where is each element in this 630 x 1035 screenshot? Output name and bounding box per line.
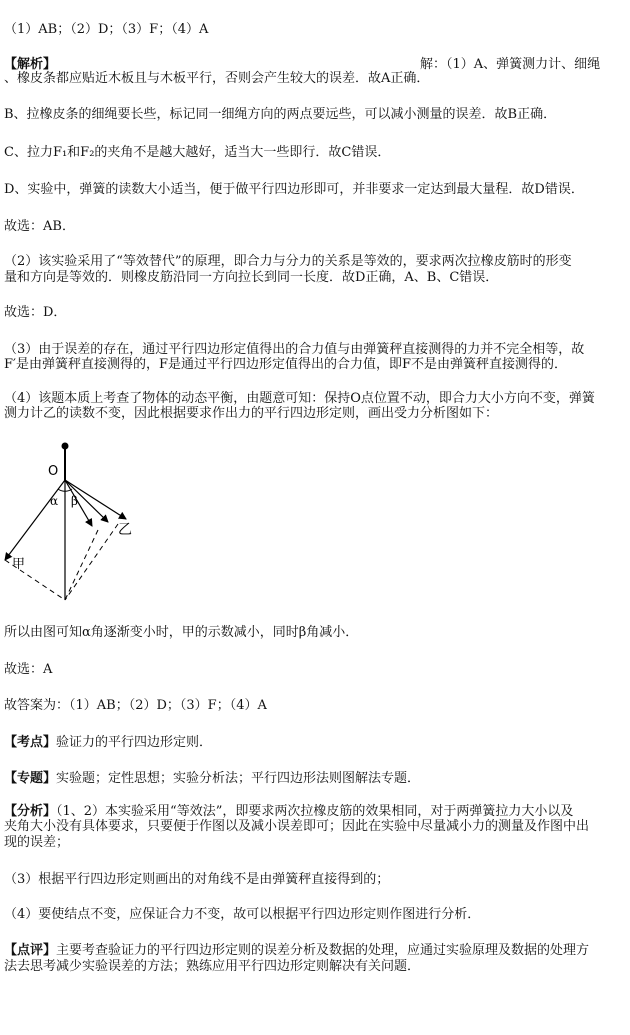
jiexi-p3-line1: （3）由于误差的存在，通过平行四边形定值得出的合力值与由弹簧秤直接测得的力并不完全相等，故 [4, 342, 585, 357]
fenxi-line4: （3）根据平行四边形定则画出的对角线不是由弹簧秤直接得到的； [4, 872, 390, 887]
jiexi-p4-line2: 测力计乙的读数不变，因此根据要求作出力的平行四边形定则，画出受力分析图如下： [4, 406, 499, 421]
jiexi-option-c: C、拉力F₁和F₂的夹角不是越大越好，适当大一些即行．故C错误． [4, 145, 391, 160]
jiexi-p3-line2: F′是由弹簧秤直接测得的，F是通过平行四边形定值得出的合力值，即F不是由弹簧秤直接测得的． [4, 357, 568, 372]
answer-line: （1）AB；（2）D；（3）F；（4）A [4, 22, 209, 37]
jiexi-p2-line1: （2）该实验采用了“等效替代”的原理，即合力与分力的关系是等效的，要求两次拉橡皮筋时的形变 [4, 254, 572, 269]
jiexi-p1-cont: 、橡皮条都应贴近木板且与木板平行，否则会产生较大的误差．故A正确． [4, 71, 430, 86]
label-alpha: α [50, 494, 59, 508]
fenxi-line5: （4）要使结点不变，应保证合力不变，故可以根据平行四边形定则作图进行分析． [4, 907, 481, 922]
jiexi-select-2: 故选：D． [4, 305, 67, 320]
jiexi-select-4: 故选：A [4, 662, 53, 677]
kaodian-line [4, 734, 626, 752]
kaodian-text: 验证力的平行四边形定则． [56, 735, 213, 750]
jiexi-option-d: D、实验中，弹簧的读数大小适当，便于做平行四边形即可，并非要求一定达到最大量程．故D错误． [4, 182, 584, 197]
zhuanti-tag: 【专题】 [4, 771, 57, 786]
fenxi-tag: 【分析】 [4, 804, 57, 819]
fenxi-line2: 夹角大小没有具体要求，只要便于作图以及减小误差即可；因此在实验中尽量减小力的测量及作图中出 [4, 819, 590, 834]
fenxi-text-1: （1、2）本实验采用“等效法”，即要求两次拉橡皮筋的效果相同，对于两弹簧拉力大小以及 [56, 804, 574, 819]
dianping-line2: 法去思考减少实验误差的方法；熟练应用平行四边形定则解决有关问题． [4, 959, 421, 974]
jiexi-p1-start: 解：（1）A、弹簧测力计、细绳 [420, 57, 601, 72]
force-diagram [0, 438, 150, 608]
dashed-parallel-yi-2 [65, 530, 98, 600]
jiexi-select-1: 故选：AB． [4, 219, 75, 234]
label-beta: β [71, 494, 78, 508]
label-jia: 甲 [12, 557, 26, 572]
jiexi-option-b: B、拉橡皮条的细绳要长些，标记同一细绳方向的两点要远些，可以减小测量的误差．故B正确． [4, 107, 557, 122]
fenxi-line3: 现的误差； [4, 835, 70, 850]
jiexi-conclusion: 所以由图可知α角逐渐变小时，甲的示数减小，同时β角减小． [4, 625, 359, 640]
jiexi-tag: 【解析】 [4, 57, 57, 72]
label-o: O [48, 464, 59, 479]
zhuanti-line [4, 770, 626, 788]
dashed-parallel-yi-1 [65, 524, 118, 600]
dianping-tag: 【点评】 [4, 943, 57, 958]
label-yi: 乙 [118, 522, 132, 538]
jiexi-p2-line2: 量和方向是等效的．则橡皮筋沿同一方向拉长到同一长度．故D正确，A、B、C错误． [4, 270, 499, 285]
dianping-text-1: 主要考查验证力的平行四边形定则的误差分析及数据的处理，应通过实验原理及数据的处理方 [56, 943, 590, 958]
force-jia-arrow [5, 480, 65, 560]
jiexi-p4-line1: （4）该题本质上考查了物体的动态平衡，由题意可知：保持O点位置不动，即合力大小方向不变，弹簧 [4, 391, 595, 406]
kaodian-tag: 【考点】 [4, 735, 57, 750]
zhuanti-text: 实验题；定性思想；实验分析法；平行四边形法则图解法专题． [56, 771, 421, 786]
final-answer: 故答案为：（1）AB；（2）D；（3）F；（4）A [4, 698, 267, 713]
